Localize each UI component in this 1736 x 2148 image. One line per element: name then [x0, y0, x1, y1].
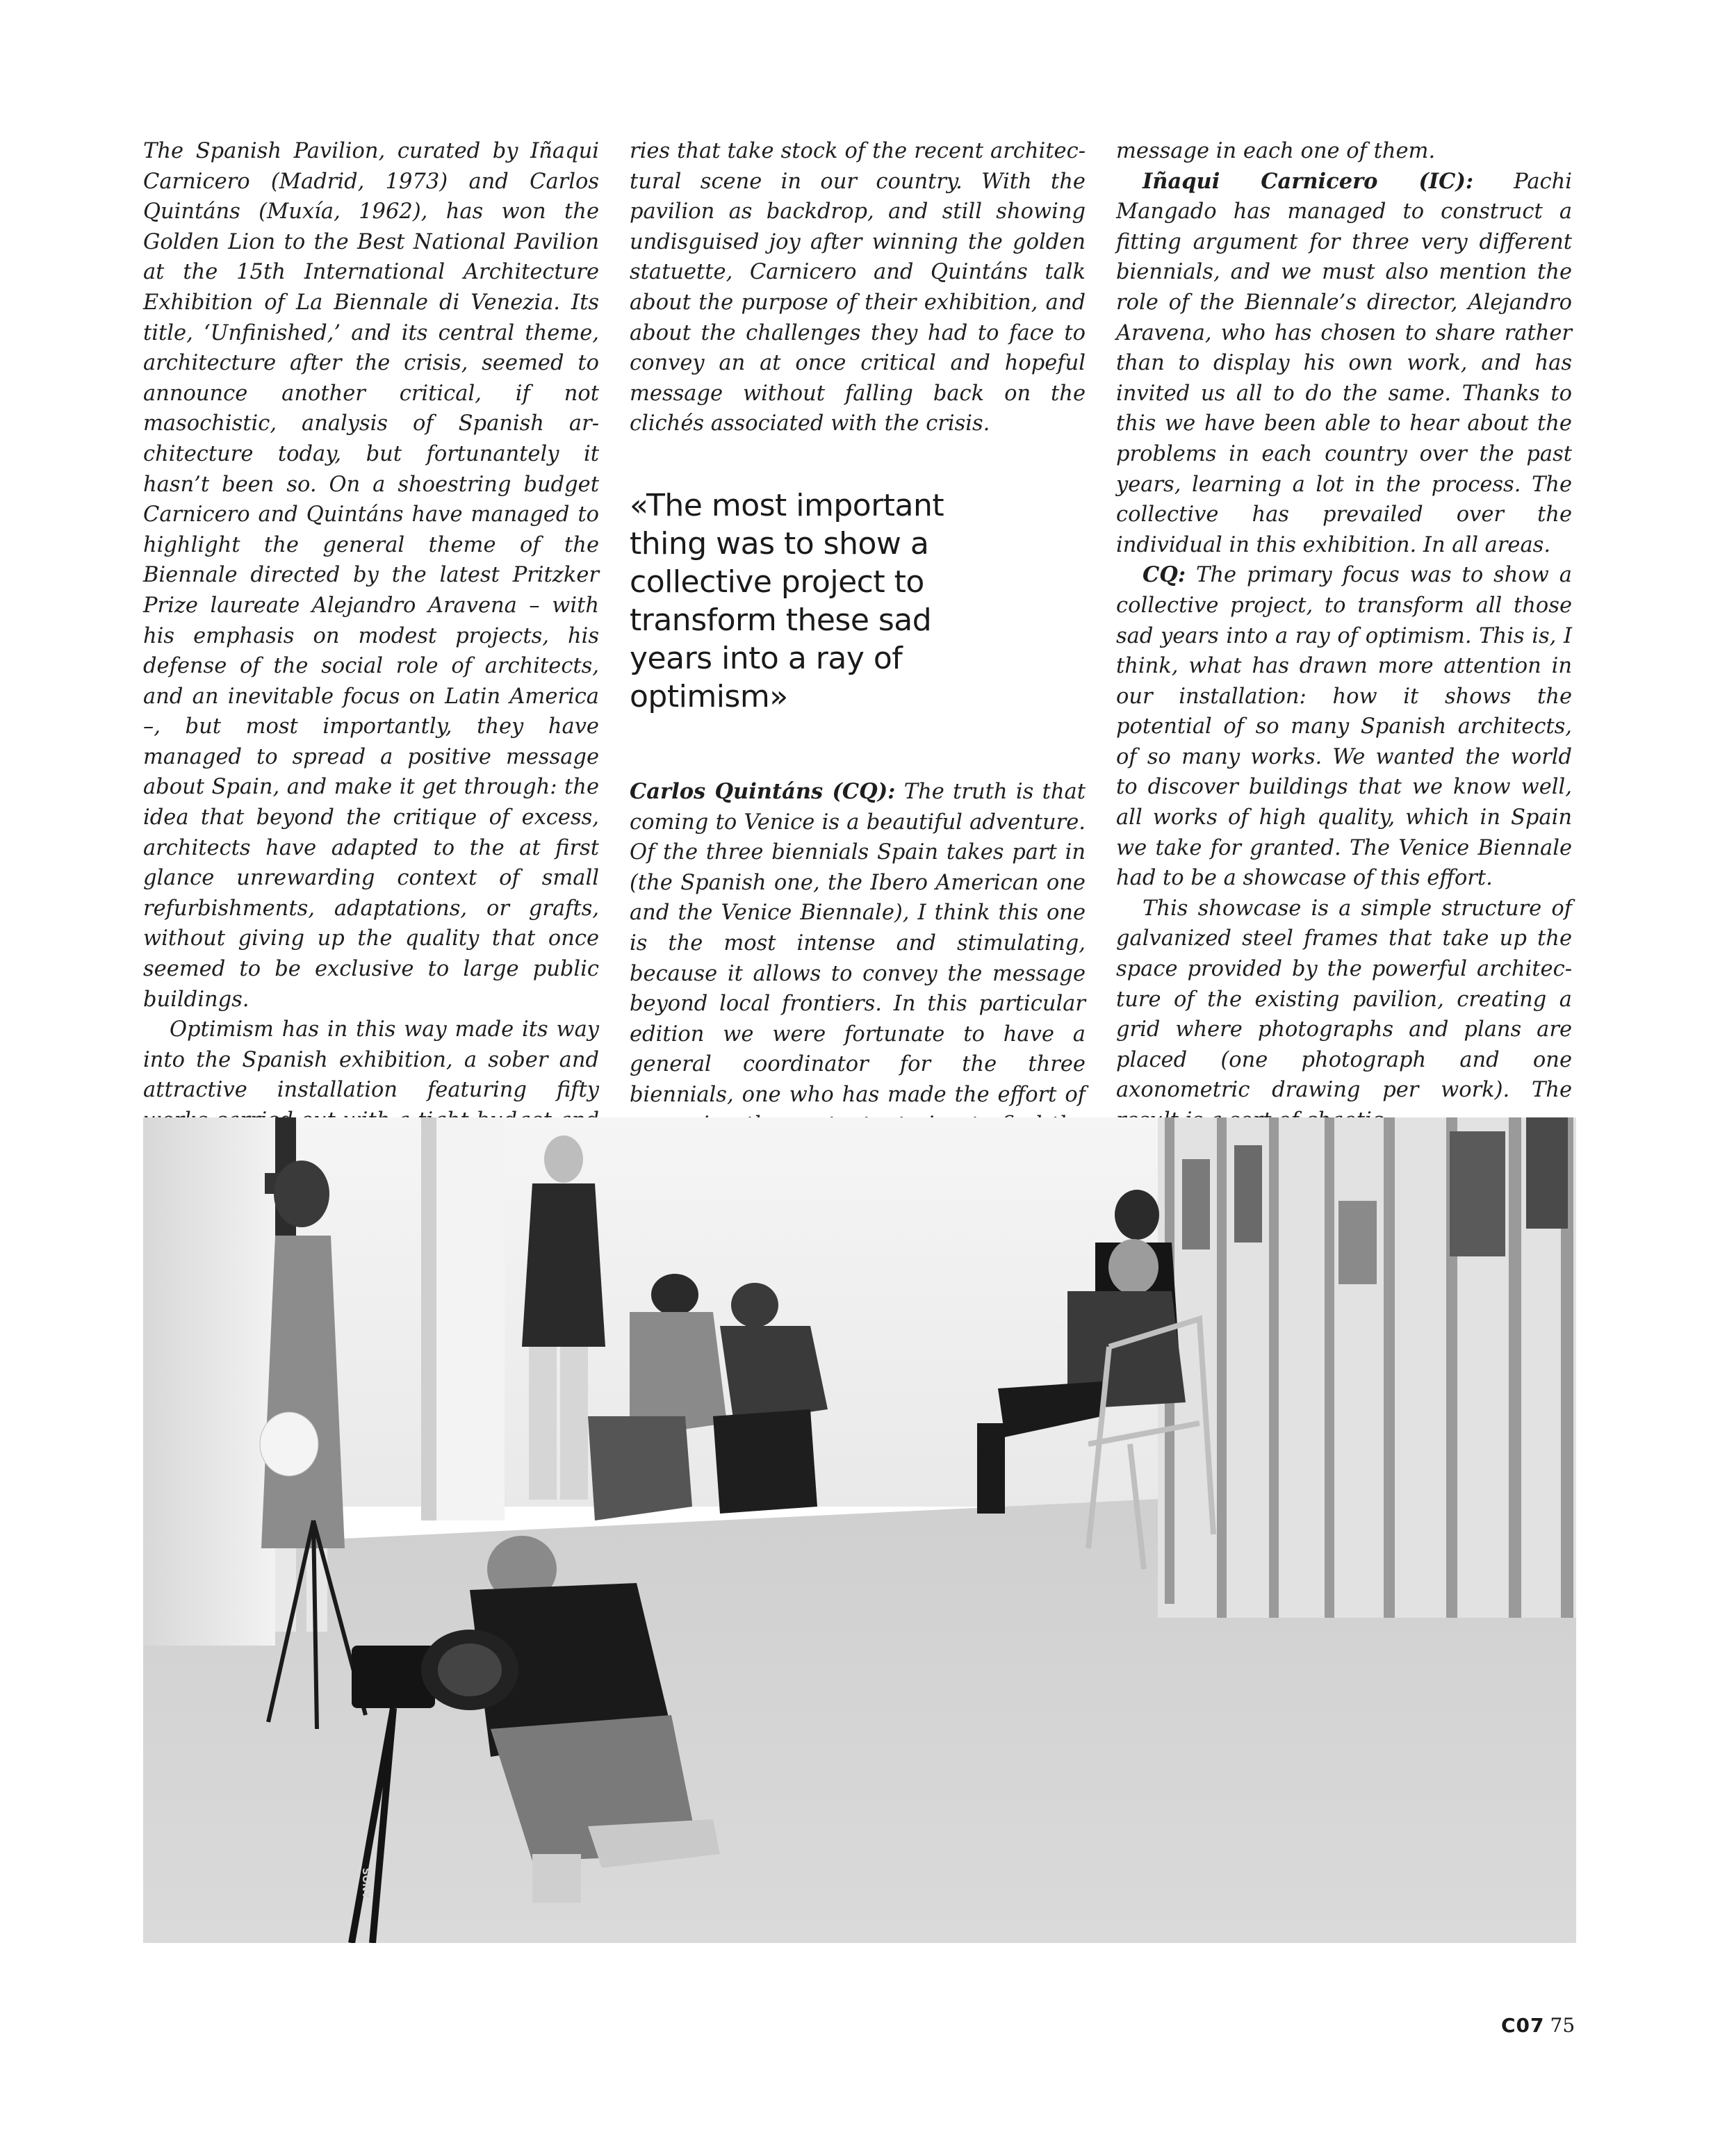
paragraph: This showcase is a simple structure of galvanized steel frames that take up the space provided by the powerful architecture of the existing pavilion, creating a grid where photographs and plans are placed (one photograph and one axonometric drawing per work). The	[1116, 896, 1572, 1103]
paragraph: message in each one of them.	[1116, 139, 1436, 163]
pillar	[435, 1117, 505, 1520]
answer-text: The primary focus was to show a collective project, to transform all those sad years into a ray of optimism. This is, I think, what has drawn more attention in our installation: how it shows the potential of so many Spanish architects, of so many works. We wanted the world to discover buildings that we know well, all works of high quality, which in Spain we take for granted. The Venice Biennale had to be a showcase of this effort.	[1116, 563, 1572, 891]
page-folio	[1501, 2014, 1575, 2037]
exhibition-photo	[143, 1117, 1576, 1943]
text-column-3	[1116, 136, 1572, 1136]
paragraph: ries that take stock of the recent architectural scene in our country. With the pavilion as backdrop, and still showing undisguised joy after winning the golden statuette, Carnicero and Quintáns talk about the purpose of their exhibition, and about the challenges they had to face to convey an at once critical and hopeful message without falling back on the clichés associated with the crisis.	[630, 139, 1086, 436]
page-number: 75	[1550, 2014, 1575, 2037]
answer-text: Pachi Mangado has managed to construct a fitting argument for three very different biennials, and we must also mention the role of the Biennale’s director, Alejandro Aravena, who has chosen to share rather than to display his own work, and has invited us all to do the same. Thanks to this we have been able to hear about the problems in each country over the past years, learning a lot in the process. The collective has prevailed over the individual in this exhibition. In all areas.	[1116, 169, 1572, 557]
pillar-shadow	[421, 1117, 436, 1520]
display-frames	[1158, 1117, 1576, 1618]
answer-text: The truth is that coming to Venice is a beautiful adventure. Of the three biennials Spain takes part in (the Spanish one, the Ibero American one and the Venice Biennale), I think this one is the most intense and stimulating, because it allows to convey the message beyond local frontiers. In this particular edition we were fortunate to have a general coordinator for the three biennials, one who has made the effort of	[630, 779, 1086, 1107]
text-column-1	[143, 136, 599, 1197]
speaker-label: CQ:	[1143, 562, 1186, 588]
left-wall	[143, 1117, 275, 1646]
pull-quote: «The most important thing was to show a collective project to transform these sad years into a ray of optimism»	[630, 487, 944, 714]
magazine-issue: C07	[1501, 2014, 1545, 2037]
text-column-2	[630, 136, 1086, 1201]
speaker-label: Carlos Quintáns (CQ):	[630, 778, 896, 804]
speaker-label: Iñaqui Carnicero (IC):	[1143, 168, 1474, 194]
camera-brand-label: SONY	[360, 1868, 371, 1899]
paragraph: Optimism has in this way made its way into the Spanish exhibition, a sober and attractive installation featuring fifty	[143, 1017, 599, 1103]
paragraph: The Spanish Pavilion, curated by Iñaqui Carnicero (Madrid, 1973) and Carlos Quintáns (Muxía, 1962), has won the Golden Lion to the Best National Pavilion at the 15th International Architecture Exhibition of La Biennale di Venezia. Its title, ‘Unfinished,’ and its central theme, architecture after the crisis, seemed to announce another critical, if not masochistic, analysis of Spanish architecture today, but fortunantely it hasn’t been so. On a shoestring budget Carnicero and Quintáns have managed to highlight the general theme of the Biennale directed by the latest Pritzker Prize laureate Alejandro Aravena – with his emphasis on modest projects, his defense of the social role of architects, and an inevitable focus on Latin America –, but most importantly, they have managed to spread a positive message about Spain, and make it get through: the idea that beyond the critique of excess, architects have adapted to the at first glance unrewarding context of small refurbishments, adaptations, or grafts, without giving up the quality that once seemed to be exclusive to large public buildings.	[143, 139, 599, 1012]
paragraph	[1116, 560, 1572, 894]
paragraph	[1116, 167, 1572, 561]
